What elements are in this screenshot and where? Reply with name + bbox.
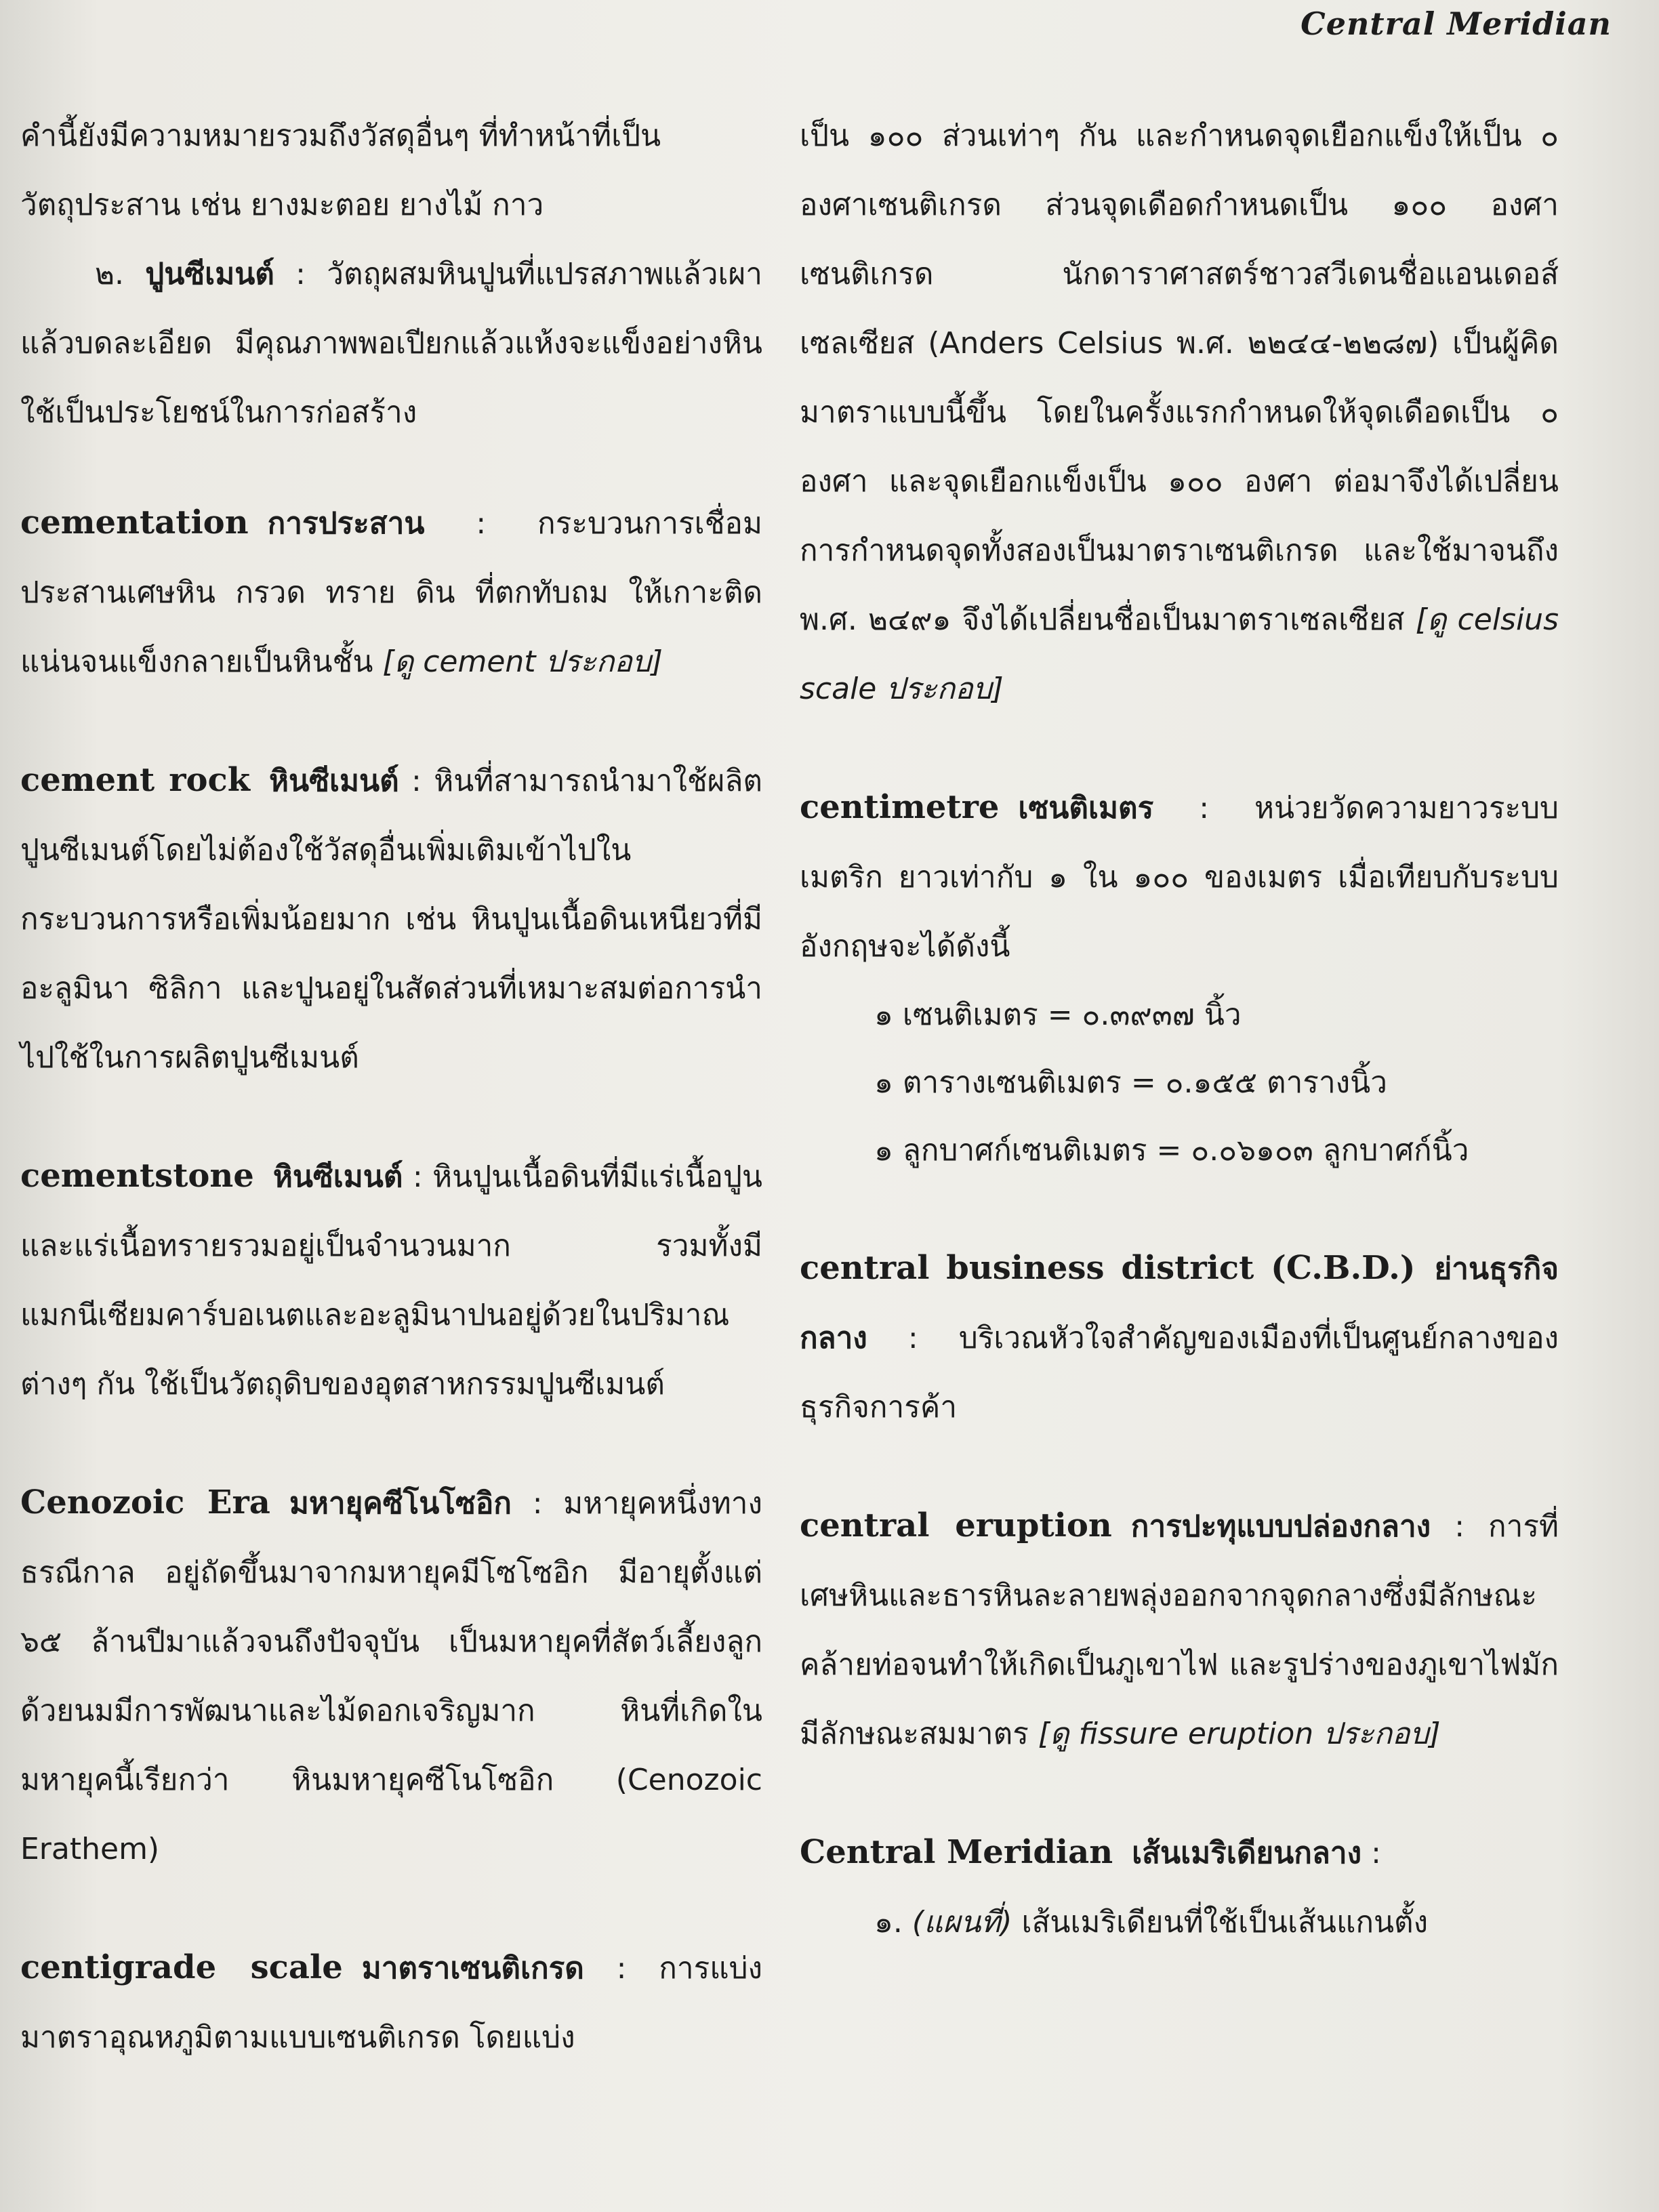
running-head: Central Meridian	[1300, 5, 1612, 42]
cross-reference: [ดู cement ประกอบ]	[382, 644, 663, 679]
continuation-text	[800, 102, 1559, 724]
headword: Central Meridian	[800, 1833, 1113, 1871]
headword: cementation	[20, 504, 249, 541]
entry-central-business-district	[800, 1233, 1559, 1442]
conversion-3: ๑ ลูกบาศก์เซนติเมตร = ๐.๐๖๑๐๓ ลูกบาศก์นิ้ว	[874, 1133, 1469, 1168]
headword: central business district (C.B.D.)	[800, 1249, 1416, 1287]
entry-body	[800, 773, 1559, 981]
cross-reference: [ดู fissure eruption ประกอบ]	[1038, 1717, 1441, 1751]
entry-body	[800, 1818, 1559, 1888]
colon: :	[1371, 1836, 1381, 1870]
right-column	[800, 102, 1559, 2006]
conversion-2: ๑ ตารางเซนติเมตร = ๐.๑๕๕ ตารางนิ้ว	[874, 1065, 1387, 1100]
entry-body	[800, 1491, 1559, 1769]
entry-body	[20, 1141, 762, 1419]
definition: : บริเวณหัวใจสำคัญของเมืองที่เป็นศูนย์กลางของธุรกิจการค้า	[800, 1321, 1559, 1425]
entry-central-meridian	[800, 1818, 1559, 1957]
conversion-1: ๑ เซนติเมตร = ๐.๓๙๓๗ นิ้ว	[874, 998, 1242, 1032]
cement-item-2	[20, 240, 762, 447]
field-tag: (แผนที่)	[912, 1905, 1012, 1940]
meridian-sense-1	[800, 1888, 1559, 1957]
definition: : หน่วยวัดความยาวระบบเมตริก ยาวเท่ากับ ๑ ใน ๑๐๐ ของเมตร เมื่อเทียบกับระบบอังกฤษจะได้ดังนี้	[800, 791, 1559, 964]
item-definition: : วัตถุผสมหินปูนที่แปรสภาพแล้วเผาแล้วบดละเอียด มีคุณภาพพอเปียกแล้วแห้งจะแข็งอย่างหิน ใช้เป็นประโยชน์ในการก่อสร้าง	[20, 257, 762, 430]
entry-body	[800, 1233, 1559, 1442]
headword: cement rock	[20, 761, 251, 799]
entry-body	[20, 1468, 762, 1884]
entry-cement-continued	[20, 102, 762, 447]
entry-cementation	[20, 488, 762, 697]
headword: centimetre	[800, 788, 1000, 826]
definition: : กระบวนการเชื่อมประสานเศษหิน กรวด ทราย ดิน ที่ตกทับถม ให้เกาะติดแน่นจนแข็งกลายเป็นหินชั้น	[20, 506, 762, 679]
thai-term: เส้นเมริเดียนกลาง	[1132, 1836, 1362, 1870]
thai-term: มหายุคซีโนโซอิก	[289, 1486, 512, 1521]
entry-cementstone	[20, 1141, 762, 1419]
entry-centigrade-scale	[20, 1933, 762, 2072]
entry-body	[20, 488, 762, 697]
entry-central-eruption	[800, 1491, 1559, 1769]
item-number: ๒.	[95, 257, 124, 291]
definition: เส้นเมริเดียนที่ใช้เป็นเส้นแกนตั้ง	[1021, 1905, 1429, 1940]
thai-term: มาตราเซนติเกรด	[361, 1951, 584, 1986]
entry-body	[20, 1933, 762, 2072]
entry-body	[20, 745, 762, 1092]
headword: Cenozoic Era	[20, 1483, 270, 1521]
definition: เป็น ๑๐๐ ส่วนเท่าๆ กัน และกำหนดจุดเยือกแข็งให้เป็น ๐ องศาเซนติเกรด ส่วนจุดเดือดกำหนดเป็น ๑๐๐ องศาเซนติเกรด นักดาราศาสตร์ชาวสวีเดนชื่อแอนเดอส์ เซลเซียส (Anders Celsius พ.ศ. ๒๒๔๔-๒๒๘๗) เป็นผู้คิดมาตราแบบนี้ขึ้น โดยในครั้งแรกกำหนดให้จุดเดือดเป็น ๐ องศา และจุดเยือกแข็งเป็น ๑๐๐ องศา ต่อมาจึงได้เปลี่ยนการกำหนดจุดทั้งสองเป็นมาตราเซนติเกรด และใช้มาจนถึง พ.ศ. ๒๔๙๑ จึงได้เปลี่ยนชื่อเป็นมาตราเซลเซียส	[800, 119, 1559, 637]
headword: cementstone	[20, 1157, 254, 1195]
entry-centimetre	[800, 773, 1559, 1185]
thai-term: การประสาน	[267, 506, 425, 541]
thai-term: หินซีเมนต์	[272, 1160, 403, 1194]
thai-term: เซนติเมตร	[1018, 791, 1154, 825]
left-column	[20, 102, 762, 2121]
definition: : หินที่สามารถนำมาใช้ผลิตปูนซีเมนต์โดยไม่ต้องใช้วัสดุอื่นเพิ่มเติมเข้าไปในกระบวนการหรือเพิ่มน้อยมาก เช่น หินปูนเนื้อดินเหนียวที่มีอะลูมินา ซิลิกา และปูนอยู่ในสัดส่วนที่เหมาะสมต่อการนำไปใช้ในการผลิตปูนซีเมนต์	[20, 764, 762, 1075]
definition: : หินปูนเนื้อดินที่มีแร่เนื้อปูนและแร่เนื้อทรายรวมอยู่เป็นจำนวนมาก รวมทั้งมีแมกนีเซียมคาร์บอเนตและอะลูมินาปนอยู่ด้วยในปริมาณต่างๆ กัน ใช้เป็นวัตถุดิบของอุตสาหกรรมปูนซีเมนต์	[20, 1160, 762, 1401]
item-term: ปูนซีเมนต์	[145, 257, 274, 291]
entry-cenozoic-era	[20, 1468, 762, 1884]
sense-number: ๑.	[874, 1905, 903, 1940]
thai-term: การปะทุแบบปล่องกลาง	[1130, 1509, 1431, 1544]
entry-centigrade-continued	[800, 102, 1559, 724]
entry-cement-rock	[20, 745, 762, 1092]
thai-term: หินซีเมนต์	[269, 764, 399, 798]
definition: : การที่เศษหินและธารหินละลายพลุ่งออกจากจุดกลางซึ่งมีลักษณะคล้ายท่อจนทำให้เกิดเป็นภูเขาไฟ และรูปร่างของภูเขาไฟมักมีลักษณะสมมาตร	[800, 1509, 1559, 1751]
headword: central eruption	[800, 1507, 1112, 1544]
cross-reference: [ดู celsius scale ประกอบ]	[800, 602, 1559, 706]
continuation-line-1: คำนี้ยังมีความหมายรวมถึงวัสดุอื่นๆ ที่ทำหน้าที่เป็น	[20, 119, 661, 153]
continuation-line-2: วัตถุประสาน เช่น ยางมะตอย ยางไม้ กาว	[20, 188, 544, 222]
thai-term: ย่านธุรกิจกลาง	[800, 1252, 1559, 1355]
definition: : มหายุคหนึ่งทางธรณีกาล อยู่ถัดขึ้นมาจากมหายุคมีโซโซอิก มีอายุตั้งแต่ ๖๕ ล้านปีมาแล้วจนถึงปัจจุบัน เป็นมหายุคที่สัตว์เลี้ยงลูกด้วยนมมีการพัฒนาและไม้ดอกเจริญมาก หินที่เกิดในมหายุคนี้เรียกว่า หินมหายุคซีโนโซอิก (Cenozoic Erathem)	[20, 1486, 762, 1866]
headword: centigrade scale	[20, 1948, 343, 1986]
definition: : การแบ่งมาตราอุณหภูมิตามแบบเซนติเกรด โดยแบ่ง	[20, 1951, 762, 2055]
